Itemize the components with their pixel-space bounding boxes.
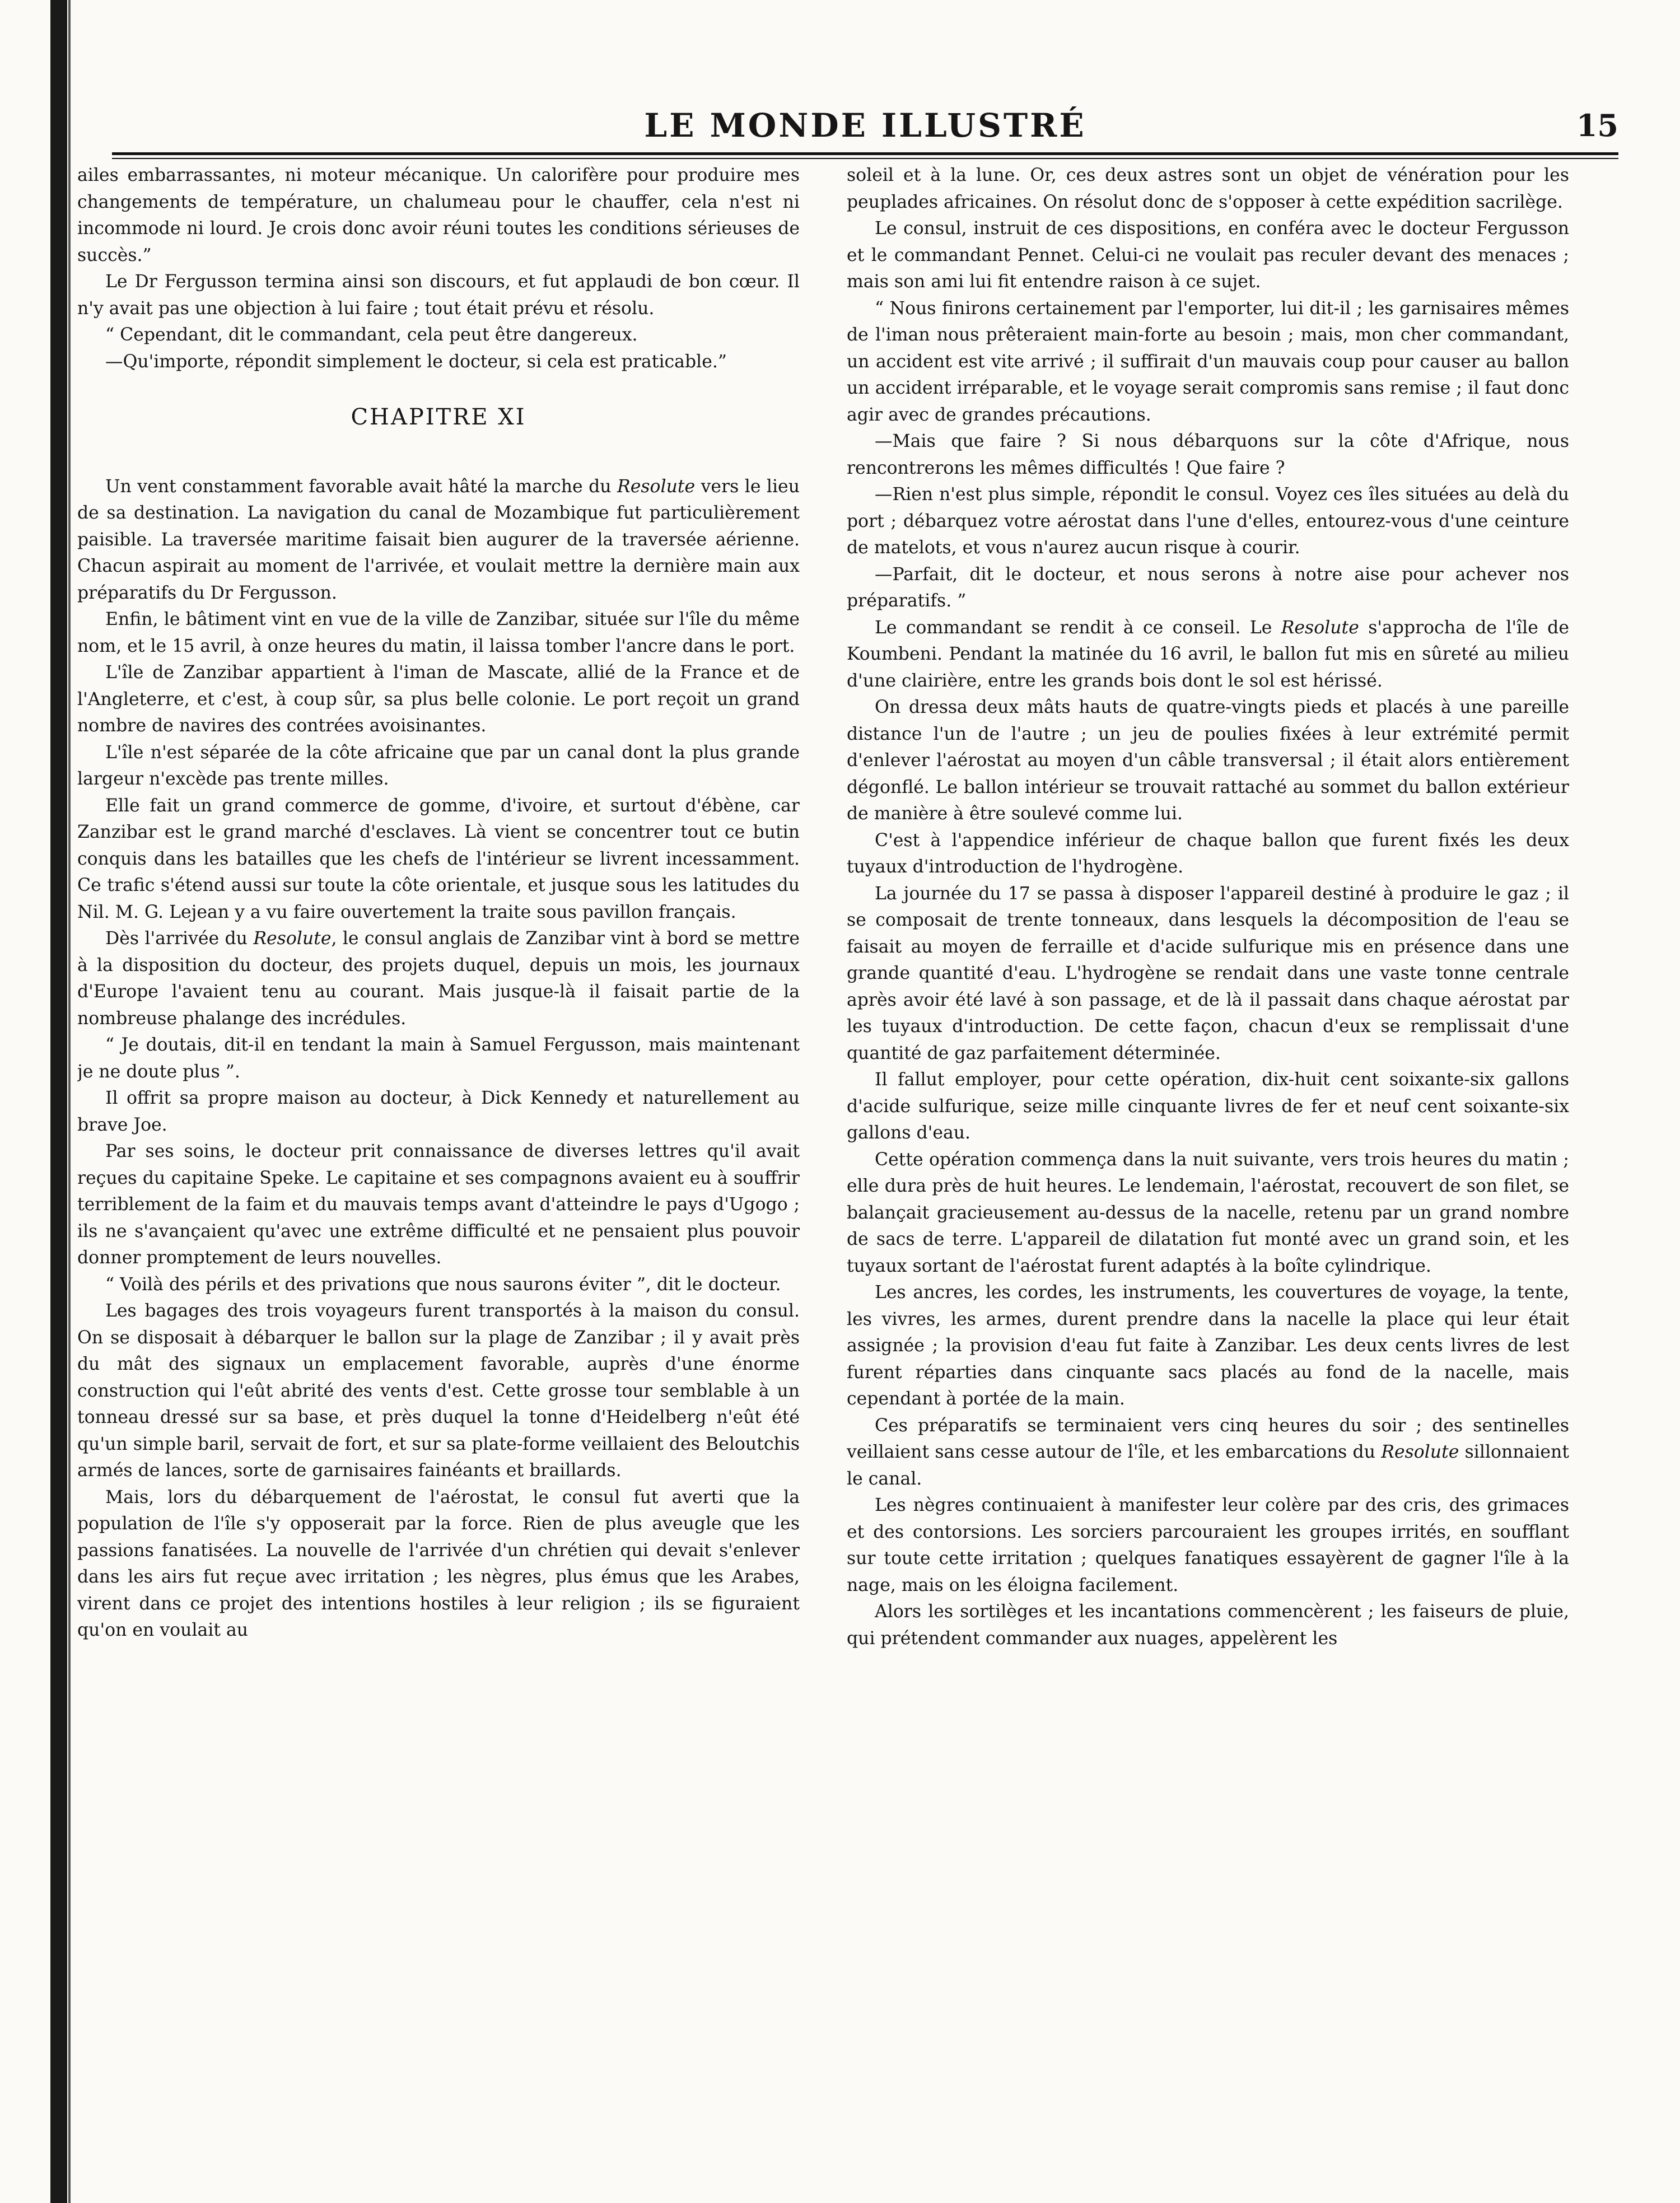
paragraph: Alors les sortilèges et les incantations commencèrent ; les faiseurs de pluie, qui prétendent commander aux nuages, appelèrent les [847,1602,1569,1649]
paragraph: —Qu'importe, répondit simplement le docteur, si cela est praticable.” [105,351,727,372]
text-run: , le consul anglais de Zanzibar vint à bord se mettre à la disposition du docteur, des projets duquel, depuis un mois, les journaux d'Europe l'avaient tenu au courant. Mais jusque-là il faisait partie de la nombreuse phalange des incrédules. [77,928,800,1029]
text-run: Ces préparatifs se terminaient vers cinq heures du soir ; des sentinelles veillaient sans cesse autour de l'île, et les embarcations du [847,1415,1569,1462]
page-number: 15 [1576,108,1618,143]
paragraph [77,474,800,607]
paragraph: Le consul, instruit de ces dispositions, en conféra avec le docteur Fergusson et le commandant Pennet. Celui-ci ne voulait pas reculer devant des menaces ; mais son ami lui fit entendre raison à ce sujet. [847,218,1569,292]
paragraph: “ Je doutais, dit-il en tendant la main à Samuel Fergusson, mais maintenant je ne doute plus ”. [77,1035,800,1082]
ship-name: Resolute [1381,1442,1459,1462]
chapter-heading: CHAPITRE XI [351,404,526,430]
paragraph [77,926,800,1032]
paragraph [847,615,1569,695]
paragraph: —Rien n'est plus simple, répondit le consul. Voyez ces îles situées au delà du port ; débarquez votre aérostat dans l'une d'elles, entourez-vous d'une ceinture de matelots, et vous n'aurez aucun risque à courir. [847,484,1569,558]
text-run: Dès l'arrivée du [105,928,254,949]
paragraph: Elle fait un grand commerce de gomme, d'ivoire, et surtout d'ébène, car Zanzibar est le grand marché d'esclaves. Là vient se concentrer tout ce butin conquis dans les batailles que les chefs de l'intérieur se livrent incessamment. Ce trafic s'étend aussi sur toute la côte orientale, et jusque sous les latitudes du Nil. M. G. Lejean y a vu faire ouvertement la traite sous pavillon français. [77,795,800,922]
header-rule-thin [112,158,1618,159]
paragraph: “ Cependant, dit le commandant, cela peut être dangereux. [105,325,638,345]
paragraph: —Parfait, dit le docteur, et nous serons à notre aise pour achever nos préparatifs. ” [847,564,1569,611]
text-run: s'approcha de l'île de Koumbeni. Pendant la matinée du 16 avril, le ballon fut mis en sûreté au milieu d'une clairière, entre les grands bois dont le sol est hérissé. [847,617,1569,691]
paragraph: soleil et à la lune. Or, ces deux astres sont un objet de vénération pour les peuplades africaines. On résolut donc de s'opposer à cette expédition sacrilège. [847,165,1569,212]
paragraph: Par ses soins, le docteur prit connaissance de diverses lettres qu'il avait reçues du capitaine Speke. Le capitaine et ses compagnons avaient eu à souffrir terriblement de la faim et du mauvais temps avant d'atteindre le pays d'Ugogo ; ils ne s'avançaient qu'avec une extrême difficulté et ne pensaient plus pouvoir donner promptement de leurs nouvelles. [77,1141,800,1268]
paragraph: Il offrit sa propre maison au docteur, à Dick Kennedy et naturellement au brave Joe. [77,1088,800,1135]
paragraph: La journée du 17 se passa à disposer l'appareil destiné à produire le gaz ; il se composait de trente tonneaux, dans lesquels la décomposition de l'eau se faisait au moyen de ferraille et d'acide sulfurique mis en présence dans une grande quantité d'eau. L'hydrogène se rendait dans une vaste tonne centrale après avoir été lavé à son passage, et de là il passait dans chaque aérostat par les tuyaux d'introduction. De cette façon, chacun d'eux se remplissait d'une quantité de gaz parfaitement déterminée. [847,883,1569,1063]
paragraph [847,1413,1569,1493]
paragraph: “ Nous finirons certainement par l'emporter, lui dit-il ; les garnisaires mêmes de l'iman nous prêteraient main-forte au besoin ; mais, mon cher commandant, un accident est vite arrivé ; il suffirait d'un mauvais coup pour causer au ballon un accident irréparable, et le voyage serait compromis sans remise ; il faut donc agir avec de grandes précautions. [847,298,1569,425]
masthead-title: LE MONDE ILLUSTRÉ [644,106,1086,144]
paragraph: ailes embarrassantes, ni moteur mécanique. Un calorifère pour produire mes changements de température, un chalumeau pour le chauffer, cela n'est ni incommode ni lourd. Je crois donc avoir réuni toutes les conditions sérieuses de succès.” [77,165,800,265]
ship-name: Resolute [1281,617,1359,638]
paragraph: —Mais que faire ? Si nous débarquons sur la côte d'Afrique, nous rencontrerons les mêmes difficultés ! Que faire ? [847,431,1569,478]
text-run: vers le lieu de sa destination. La navigation du canal de Mozambique fut particulièrement paisible. La traversée maritime faisait bien augurer de la traversée aérienne. Chacun aspirait au moment de l'arrivée, et voulait mettre la dernière main aux préparatifs du Dr Fergusson. [77,476,800,603]
paragraph: Il fallut employer, pour cette opération, dix-huit cent soixante-six gallons d'acide sulfurique, seize mille cinquante livres de fer et neuf cent soixante-six gallons d'eau. [847,1070,1569,1143]
header-rule-thick [112,152,1618,155]
ship-name: Resolute [617,476,696,497]
paragraph: C'est à l'appendice inférieur de chaque ballon que furent fixés les deux tuyaux d'introduction de l'hydrogène. [847,830,1569,877]
paragraph: Le Dr Fergusson termina ainsi son discours, et fut applaudi de bon cœur. Il n'y avait pas une objection à lui faire ; tout était prévu et résolu. [77,272,800,319]
right-column [847,162,1569,2178]
page-binding-edge [50,0,67,2203]
paragraph: “ Voilà des périls et des privations que nous saurons éviter ”, dit le docteur. [105,1274,781,1295]
paragraph: L'île n'est séparée de la côte africaine que par un canal dont la plus grande largeur n'excède pas trente milles. [77,742,800,789]
text-run: Un vent constamment favorable avait hâté la marche du [105,476,618,497]
paragraph: L'île de Zanzibar appartient à l'iman de Mascate, allié de la France et de l'Angleterre, et c'est, à coup sûr, sa plus belle colonie. Le port reçoit un grand nombre de navires des contrées avoisinantes. [77,662,800,736]
paragraph: Les ancres, les cordes, les instruments, les couvertures de voyage, la tente, les vivres, les armes, durent prendre dans la nacelle la place qui leur était assignée ; la provision d'eau fut faite à Zanzibar. Les deux cents livres de lest furent réparties dans cinquante sacs placés au fond de la nacelle, mais cependant à portée de la main. [847,1282,1569,1409]
paragraph: Mais, lors du débarquement de l'aérostat, le consul fut averti que la population de l'île s'y opposerait par la force. Rien de plus aveugle que les passions fanatisées. La nouvelle de l'arrivée d'un chrétien qui devait s'enlever dans les airs fut reçue avec irritation ; les nègres, plus émus que les Arabes, virent dans ce projet des intentions hostiles à leur religion ; ils se figuraient qu'on en voulait au [77,1487,800,1640]
page-binding-edge-line [68,0,71,2203]
text-run: Le commandant se rendit à ce conseil. Le [875,617,1281,638]
paragraph: Cette opération commença dans la nuit suivante, vers trois heures du matin ; elle dura près de huit heures. Le lendemain, l'aérostat, recouvert de son filet, se balançait gracieusement au-dessus de la nacelle, retenu par un grand nombre de sacs de terre. L'appareil de dilatation fut monté avec un grand soin, et les tuyaux sortant de l'aérostat furent adaptés à la boîte cylindrique. [847,1149,1569,1276]
left-column [77,162,800,2178]
paragraph: Les nègres continuaient à manifester leur colère par des cris, des grimaces et des contorsions. Les sorciers parcouraient les groupes irrités, en soufflant sur toute cette irritation ; quelques fanatiques essayèrent de gagner l'île à la nage, mais on les éloigna facilement. [847,1495,1569,1595]
ship-name: Resolute [253,928,332,949]
paragraph: Enfin, le bâtiment vint en vue de la ville de Zanzibar, située sur l'île du même nom, et le 15 avril, à onze heures du matin, il laissa tomber l'ancre dans le port. [77,609,800,656]
paragraph: On dressa deux mâts hauts de quatre-vingts pieds et placés à une pareille distance l'un de l'autre ; un jeu de poulies fixées à leur extrémité permit d'enlever l'aérostat au moyen d'un câble transversal ; il était alors entièrement dégonflé. Le ballon intérieur se trouvait rattaché au sommet du ballon extérieur de manière à être soulevé comme lui. [847,697,1569,824]
text-run: sillonnaient le canal. [847,1442,1569,1489]
page-header [112,106,1618,151]
paragraph: Les bagages des trois voyageurs furent transportés à la maison du consul. On se disposait à débarquer le ballon sur la plage de Zanzibar ; il y avait près du mât des signaux un emplacement favorable, auprès d'une énorme construction qui l'eût abrité des vents d'est. Cette grosse tour semblable à un tonneau dressé sur sa base, et près duquel la tonne d'Heidelberg n'eût été qu'un simple baril, servait de fort, et sur sa plate-forme veillaient des Beloutchis armés de lances, sorte de garnisaires fainéants et braillards. [77,1301,800,1481]
